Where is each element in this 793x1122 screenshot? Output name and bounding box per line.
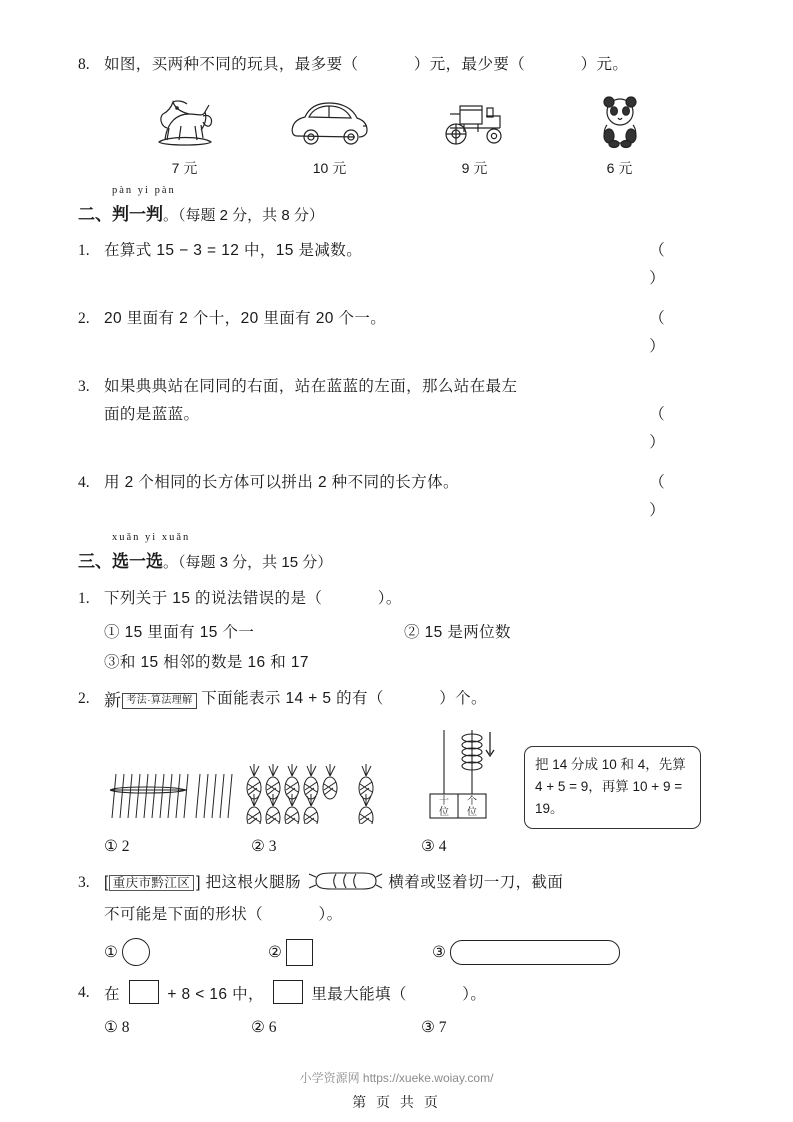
choice-3-option-1[interactable] bbox=[104, 938, 268, 966]
page-content bbox=[78, 52, 718, 1037]
rounded-rect-shape-icon bbox=[450, 940, 620, 965]
new-method-tag bbox=[104, 688, 197, 714]
choice-1-option-2[interactable]: ② 15 是两位数 bbox=[404, 624, 511, 641]
section-3-index: 三、 bbox=[78, 552, 112, 571]
section-3-pinyin: xuǎn yi xuǎn bbox=[112, 532, 191, 543]
choice-3-option-2-label: ② bbox=[268, 943, 282, 961]
toy-price: 10 元 bbox=[312, 160, 347, 176]
judge-3-text-line1: 如果典典站在同同的右面，站在蓝蓝的左面，那么站在最左 bbox=[104, 378, 518, 395]
section-2 bbox=[78, 185, 718, 525]
choice-2-option-3[interactable]: ③ 4 bbox=[421, 838, 447, 855]
choice-question-3: 3. [ 重庆市黔江区 ] 把这根火腿肠 横着或竖着切一刀，截面 不可能是下面的形状（ ）。 bbox=[78, 870, 718, 928]
section-2-pinyin: pàn yi pàn bbox=[112, 185, 176, 196]
section-3-suffix: 。（每题 3 分，共 15 分） bbox=[163, 554, 333, 571]
choice-2-options bbox=[78, 837, 718, 856]
sticks-bundle-icon bbox=[104, 762, 244, 829]
square-shape-icon bbox=[286, 939, 313, 966]
choice-4-part-1: 在 bbox=[104, 986, 120, 1003]
judge-1-text: 在算式 15 − 3 = 12 中，15 是减数。 bbox=[104, 242, 363, 259]
choice-3-stem-2: 横着或竖着切一刀，截面 bbox=[388, 874, 564, 891]
q8-number: 8. bbox=[78, 56, 90, 73]
region-tag: 重庆市黔江区 bbox=[109, 875, 194, 891]
choice-2-number: 2. bbox=[78, 690, 90, 707]
judge-4-answer-box[interactable]: （ ） bbox=[649, 474, 695, 519]
choice-2-option-1[interactable]: ① 2 bbox=[104, 838, 130, 855]
q8-text-1: 如图，买两种不同的玩具，最多要（ bbox=[104, 56, 359, 73]
watermark: 小学资源网 https://xueke.woiay.com/ bbox=[299, 1071, 494, 1085]
judge-3-text-line2: 面的是蓝蓝。 bbox=[104, 406, 200, 423]
rocking-horse-icon bbox=[112, 88, 257, 152]
toy-price: 7 元 bbox=[171, 160, 198, 176]
q8-toy-row bbox=[112, 88, 692, 178]
circle-shape-icon bbox=[122, 938, 150, 966]
choice-2-option-2[interactable]: ② 3 bbox=[251, 838, 277, 855]
panda-icon bbox=[547, 88, 692, 152]
judge-3-answer-box[interactable]: （ ） bbox=[649, 406, 695, 451]
judge-3-number: 3. bbox=[78, 378, 90, 395]
choice-3-option-2[interactable] bbox=[268, 939, 432, 966]
toy-item bbox=[402, 88, 547, 178]
choice-question-1 bbox=[78, 586, 718, 612]
choice-1-option-3[interactable]: ③和 15 相邻的数是 16 和 17 bbox=[104, 654, 309, 671]
choice-4-option-2[interactable]: ② 6 bbox=[251, 1019, 277, 1036]
choice-3-option-3-label: ③ bbox=[432, 943, 446, 961]
method-note-box: 把 14 分成 10 和 4，先算 4 + 5 = 9，再算 10 + 9 = 19。 bbox=[524, 746, 701, 829]
car-icon bbox=[257, 88, 402, 152]
choice-4-blank-box-2[interactable] bbox=[273, 980, 303, 1004]
toy-item bbox=[257, 88, 402, 178]
choice-question-2 bbox=[78, 686, 718, 714]
choice-3-number: 3. bbox=[78, 874, 90, 891]
choice-3-stem-3: 不可能是下面的形状（ bbox=[104, 906, 264, 923]
choice-1-stem-tail: ）。 bbox=[377, 590, 402, 607]
pineapple-group-icon bbox=[244, 760, 414, 829]
choice-2-stem-tail: ）个。 bbox=[439, 690, 487, 707]
choice-4-option-1[interactable]: ① 8 bbox=[104, 1019, 130, 1036]
judge-1-number: 1. bbox=[78, 242, 90, 259]
section-2-title: 判一判 bbox=[112, 205, 163, 224]
choice-1-options-row-2 bbox=[78, 650, 718, 672]
choice-3-options bbox=[78, 938, 718, 966]
svg-text:位: 位 bbox=[467, 807, 477, 818]
choice-4-part-2: + 8 < 16 中， bbox=[167, 986, 264, 1003]
tag-big-char: 新 bbox=[104, 691, 122, 710]
section-3-title: 选一选 bbox=[112, 552, 163, 571]
section-3 bbox=[78, 532, 718, 1037]
choice-2-stem: 下面能表示 14 + 5 的有（ bbox=[201, 690, 384, 707]
choice-4-part-4: ）。 bbox=[462, 986, 487, 1003]
choice-3-stem-3-tail: ）。 bbox=[318, 906, 343, 923]
toy-price: 9 元 bbox=[461, 160, 488, 176]
judge-item-3 bbox=[78, 373, 718, 457]
judge-item-4 bbox=[78, 469, 718, 525]
section-2-index: 二、 bbox=[78, 205, 112, 224]
choice-1-number: 1. bbox=[78, 590, 90, 607]
judge-item-1 bbox=[78, 237, 718, 293]
svg-text:个: 个 bbox=[467, 796, 477, 807]
toy-item bbox=[547, 88, 692, 178]
judge-item-2 bbox=[78, 305, 718, 361]
judge-4-number: 4. bbox=[78, 474, 90, 491]
judge-4-text: 用 2 个相同的长方体可以拼出 2 种不同的长方体。 bbox=[104, 474, 459, 491]
svg-text:位: 位 bbox=[439, 807, 449, 818]
choice-3-stem-1: 把这根火腿肠 bbox=[205, 874, 301, 891]
judge-2-number: 2. bbox=[78, 310, 90, 327]
section-2-heading bbox=[78, 185, 718, 225]
svg-text:十: 十 bbox=[439, 796, 449, 807]
abacus-icon bbox=[414, 724, 524, 829]
toy-item bbox=[112, 88, 257, 178]
sausage-icon bbox=[306, 871, 384, 900]
q8-text-2: ）元，最少要（ bbox=[413, 56, 526, 73]
judge-1-answer-box[interactable]: （ ） bbox=[649, 242, 695, 287]
judge-2-text: 20 里面有 2 个十，20 里面有 20 个一。 bbox=[104, 310, 387, 327]
choice-4-options bbox=[78, 1018, 718, 1037]
question-8 bbox=[78, 52, 718, 178]
page-footer: 第 页 共 页 bbox=[352, 1094, 441, 1110]
choice-4-blank-box-1[interactable] bbox=[129, 980, 159, 1004]
choice-4-option-3[interactable]: ③ 7 bbox=[421, 1019, 447, 1036]
toy-price: 6 元 bbox=[606, 160, 633, 176]
section-2-suffix: 。（每题 2 分，共 8 分） bbox=[163, 207, 324, 224]
choice-1-options-row-1 bbox=[78, 620, 718, 642]
tag-small-label: 考法·算法理解 bbox=[122, 693, 196, 709]
q8-text-3: ）元。 bbox=[580, 56, 629, 73]
choice-3-option-1-label: ① bbox=[104, 943, 118, 961]
choice-4-number: 4. bbox=[78, 984, 90, 1001]
choice-2-figures bbox=[78, 724, 718, 829]
choice-3-option-3[interactable] bbox=[432, 940, 620, 965]
choice-question-4 bbox=[78, 980, 718, 1008]
choice-1-stem: 下列关于 15 的说法错误的是（ bbox=[104, 590, 323, 607]
choice-1-option-1[interactable]: ① 15 里面有 15 个一 bbox=[104, 624, 255, 641]
choice-4-part-3: 里最大能填（ bbox=[311, 986, 407, 1003]
judge-2-answer-box[interactable]: （ ） bbox=[649, 310, 695, 355]
tractor-icon bbox=[402, 88, 547, 152]
section-3-heading bbox=[78, 532, 718, 572]
